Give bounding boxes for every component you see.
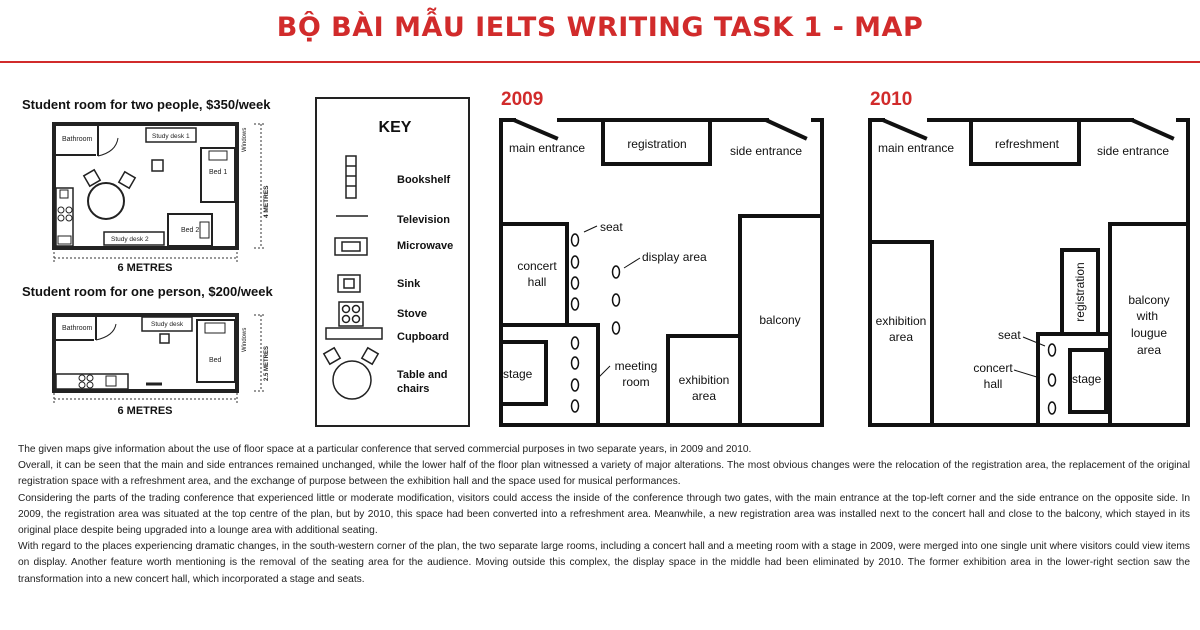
- study-desk-label: Study desk: [151, 321, 184, 328]
- six-metres-label-single: 6 METRES: [117, 405, 173, 417]
- essay-paragraph-body-2: With regard to the places experiencing dramatic changes, in the south-western corner of the plan, the two separate large rooms, including a concert hall and a meeting room with a stage in 2009, were merged into one single unit where visitors could view items on display. Another feature worth mentioning is the removal of the seating area for the audience. Moving outside this complex, the display space in the middle had been eliminated by 2010. The former exhibition area in the lower-right section saw the transformation into a new concert hall, which incorporated a stage and seats.: [18, 541, 1190, 585]
- page-title: BỘ BÀI MẪU IELTS WRITING TASK 1 - MAP: [276, 12, 924, 43]
- windows-label-single: Windows: [242, 327, 248, 352]
- key-label-microwave: Microwave: [397, 240, 454, 252]
- key-label-television: Television: [397, 214, 450, 226]
- year-2009: 2009: [501, 89, 544, 110]
- stove-icon: [339, 302, 363, 326]
- m10-registration: registration: [1073, 262, 1087, 322]
- figure-area: [0, 64, 1200, 440]
- bed-1-label: Bed 1: [209, 169, 228, 176]
- m09-seat: seat: [600, 220, 623, 234]
- key-label-cupboard: Cupboard: [397, 331, 449, 343]
- m10-refreshment: refreshment: [994, 137, 1060, 151]
- windows-label-double: Windows: [242, 127, 248, 152]
- study-desk-2-label: Study desk 2: [111, 236, 149, 243]
- two-half-metres-label: 2.5 METRES: [264, 345, 270, 381]
- m09-meeting-room: meeting room: [614, 359, 658, 389]
- microwave-icon: [335, 238, 367, 255]
- bathroom-label-double: Bathroom: [62, 136, 93, 143]
- header-divider: [0, 61, 1200, 63]
- bed-label: Bed: [209, 357, 222, 364]
- maps-figure: [0, 64, 1200, 440]
- six-metres-label-double: 6 METRES: [117, 262, 173, 274]
- m10-side-entrance: side entrance: [1097, 144, 1170, 158]
- m09-balcony: balcony: [759, 313, 801, 327]
- m10-stage: stage: [1072, 372, 1102, 386]
- double-room-caption: Student room for two people, $350/week: [22, 97, 271, 112]
- m09-side-entrance: side entrance: [730, 144, 803, 158]
- key-label-bookshelf: Bookshelf: [397, 174, 451, 186]
- bookshelf-icon: [346, 156, 356, 198]
- study-desk-1-label: Study desk 1: [152, 133, 190, 140]
- map-2010-walls: [870, 120, 1188, 425]
- table-and-chairs-icon: [324, 348, 378, 399]
- m09-main-entrance: main entrance: [509, 141, 586, 155]
- key-label-stove: Stove: [397, 308, 427, 320]
- cupboard-icon: [326, 328, 382, 339]
- m10-seat: seat: [998, 328, 1021, 342]
- m09-exhibition-area: exhibition area: [678, 373, 730, 403]
- essay-paragraph-intro: The given maps give information about the use of floor space at a particular conference that served commercial purposes in two separate years, in 2009 and 2010.: [18, 444, 752, 455]
- essay-paragraph-body-1: Considering the parts of the trading conference that experienced little or moderate modification, visitors could access the inside of the conference through two gates, with the main entrance at the top-left corner and the side entrance on the opposite side. In 2009, the registration area was situated at the top centre of the plan, but by 2010, this space had been converted into a refreshment area. Meanwhile, a new registration area was installed next to the concert hall and close to the balcony, which stayed in its original place despite being upgraded into a lounge area with additional seating.: [18, 492, 1190, 537]
- m10-main-entrance: main entrance: [878, 141, 955, 155]
- year-2010: 2010: [870, 89, 913, 110]
- bed-2-label: Bed 2: [181, 227, 200, 234]
- key-title: KEY: [378, 119, 412, 136]
- six-metres-dimension-single: [54, 393, 237, 405]
- m10-balcony: balcony with lougue area: [1128, 293, 1170, 357]
- map-2010-seats: [1014, 337, 1056, 414]
- m09-stage: stage: [503, 367, 533, 381]
- key-label-sink: Sink: [397, 278, 421, 290]
- m09-concert-hall: concert hall: [517, 259, 557, 289]
- bathroom-label-single: Bathroom: [62, 325, 93, 332]
- sink-icon: [338, 275, 360, 292]
- m10-concert-hall: concert hall: [973, 361, 1013, 391]
- m10-exhibition-area: exhibition area: [875, 314, 927, 344]
- m09-display-area: display area: [642, 250, 707, 264]
- essay-body: [18, 442, 1190, 588]
- single-room-caption: Student room for one person, $200/week: [22, 284, 273, 299]
- essay-paragraph-overview: Overall, it can be seen that the main and side entrances remained unchanged, while the lower half of the floor plan witnessed a variety of major alterations. The most obvious changes were the relocation of the registration area, the replacement of the original registration space with a refreshment area, and the exchange of purpose between the exhibition hall and the space used for musical performances.: [18, 460, 1190, 488]
- m09-registration: registration: [627, 137, 687, 151]
- key-label-table-and-chairs: Table and chairs: [397, 369, 448, 395]
- four-metres-label: 4 METRES: [263, 185, 270, 218]
